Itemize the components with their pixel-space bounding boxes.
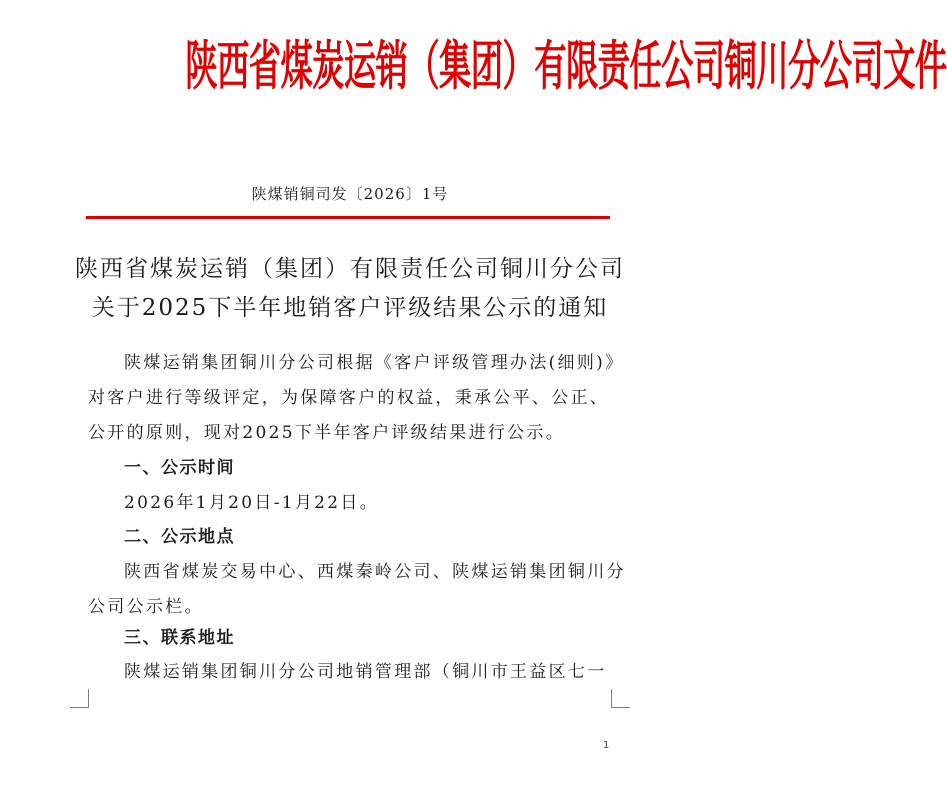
- notice-title-line-2: 关于2025下半年地销客户评级结果公示的通知: [91, 295, 609, 321]
- section-heading-contact-address: 三、联系地址: [124, 628, 235, 648]
- header-divider-line: [86, 216, 610, 219]
- notice-title-line-1: 陕西省煤炭运销（集团）有限责任公司铜川分公司: [75, 256, 625, 282]
- section-body-publicity-time: 2026年1月20日-1月22日。: [124, 493, 380, 513]
- section-heading-publicity-place: 二、公示地点: [124, 527, 235, 547]
- document-header-title: 陕西省煤炭运销（集团）有限责任公司铜川分公司文件: [185, 36, 947, 97]
- section-body-publicity-place-line-1: 陕西省煤炭交易中心、西煤秦岭公司、陕煤运销集团铜川分: [124, 562, 626, 582]
- intro-paragraph-line-2: 对客户进行等级评定，为保障客户的权益，秉承公平、公正、: [88, 388, 610, 408]
- intro-paragraph-line-1: 陕煤运销集团铜川分公司根据《客户评级管理办法(细则)》: [124, 353, 625, 373]
- margin-corner-mark-left: [70, 689, 89, 708]
- intro-paragraph-line-3: 公开的原则，现对2025下半年客户评级结果进行公示。: [88, 423, 566, 443]
- document-number: 陕煤销铜司发〔2026〕1号: [251, 185, 449, 203]
- page-number: 1: [603, 740, 610, 751]
- margin-corner-mark-right: [611, 689, 630, 708]
- section-body-contact-address-line-1: 陕煤运销集团铜川分公司地销管理部（铜川市王益区七一: [124, 662, 607, 682]
- section-body-publicity-place-line-2: 公司公示栏。: [88, 597, 204, 617]
- section-heading-publicity-time: 一、公示时间: [124, 458, 235, 478]
